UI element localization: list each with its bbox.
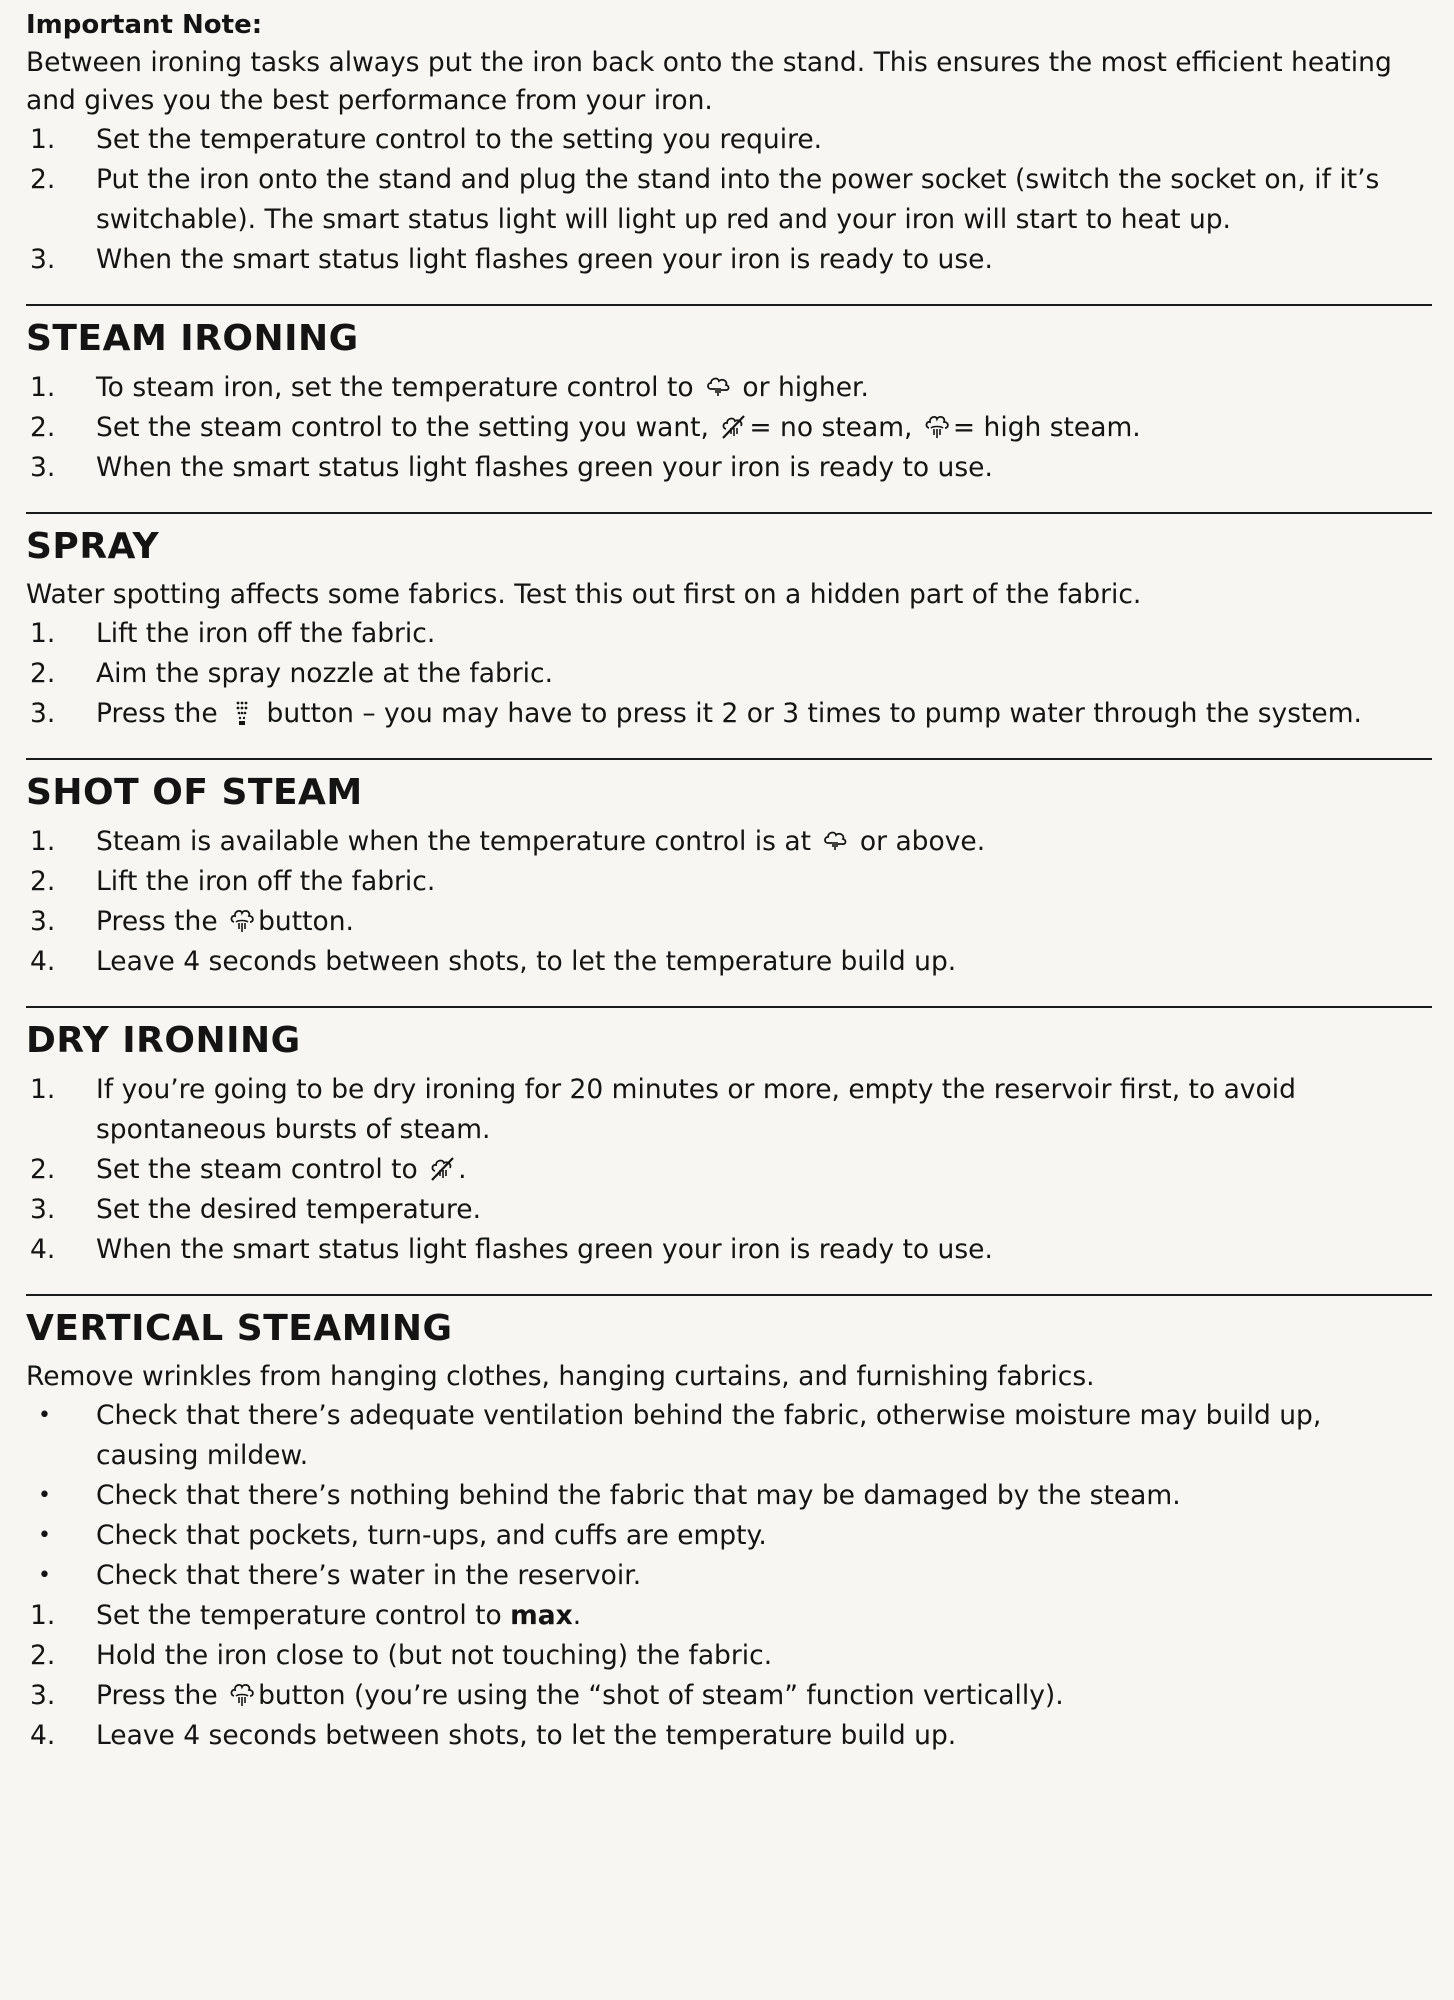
important-note-title: Important Note xyxy=(26,10,252,40)
list-item: 1. To steam iron, set the temperature control to or higher. xyxy=(26,368,1432,408)
list-item: 3. Press the button. xyxy=(26,902,1432,942)
step-text: Lift the iron off the fabric. xyxy=(96,618,436,649)
step-number: 1. xyxy=(30,826,56,857)
no-steam-icon xyxy=(429,1156,455,1182)
step-number: 3. xyxy=(30,452,56,483)
step-number: 2. xyxy=(30,164,56,195)
step-number: 2. xyxy=(30,1640,56,1671)
step-text: If you’re going to be dry ironing for 20 minutes or more, empty the reservoir first, to avoid spontaneous bursts of steam. xyxy=(96,1074,1296,1145)
important-note-heading: Important Note: xyxy=(26,10,263,40)
bullet-text: Check that pockets, turn-ups, and cuffs are empty. xyxy=(96,1520,767,1551)
vertical-steaming-steps xyxy=(26,1596,1432,1756)
step-text: When the smart status light flashes green your iron is ready to use. xyxy=(96,244,993,275)
section-divider xyxy=(26,304,1432,306)
list-item: 1. Set the temperature control to max. xyxy=(26,1596,1432,1636)
steam-ironing-steps xyxy=(26,368,1432,488)
spray-section xyxy=(26,524,1432,734)
section-intro: Remove wrinkles from hanging clothes, hanging curtains, and furnishing fabrics. xyxy=(26,1361,1095,1392)
list-item xyxy=(26,160,1432,240)
section-title: SHOT OF STEAM xyxy=(26,772,363,813)
list-item: 2. Set the steam control to . xyxy=(26,1150,1432,1190)
list-item: 3. Press the button (you’re using the “shot of steam” function vertically). xyxy=(26,1676,1432,1716)
list-item xyxy=(26,654,1432,694)
list-item xyxy=(26,1636,1432,1676)
step-number: 3. xyxy=(30,698,56,729)
step-text: Leave 4 seconds between shots, to let the temperature build up. xyxy=(96,1720,957,1751)
section-title: DRY IRONING xyxy=(26,1020,301,1061)
steam-setting-icon xyxy=(705,374,731,400)
step-number: 2. xyxy=(30,1154,56,1185)
list-item xyxy=(26,448,1432,488)
section-divider xyxy=(26,512,1432,514)
bullet-text: Check that there’s water in the reservoir. xyxy=(96,1560,642,1591)
step-number: 1. xyxy=(30,1600,56,1631)
step-text: Set the desired temperature. xyxy=(96,1194,482,1225)
shot-of-steam-icon xyxy=(229,908,255,934)
bullet: • xyxy=(38,1403,51,1428)
step-number: 3. xyxy=(30,244,56,275)
step-number: 1. xyxy=(30,1074,56,1105)
section-title: VERTICAL STEAMING xyxy=(26,1308,453,1349)
max-label: max xyxy=(510,1600,573,1631)
shot-of-steam-steps xyxy=(26,822,1432,982)
list-item xyxy=(26,1396,1432,1476)
step-number: 4. xyxy=(30,1234,56,1265)
bullet: • xyxy=(38,1483,51,1508)
bullet-text: Check that there’s adequate ventilation behind the fabric, otherwise moisture may build up, causing mildew. xyxy=(96,1400,1322,1471)
section-title: SPRAY xyxy=(26,526,160,567)
dry-ironing-section xyxy=(26,1018,1432,1270)
step-text: Lift the iron off the fabric. xyxy=(96,866,436,897)
list-item: 3. Press the button – you may have to press it 2 or 3 times to pump water through the system. xyxy=(26,694,1432,734)
list-item xyxy=(26,614,1432,654)
step-number: 1. xyxy=(30,124,56,155)
section-divider xyxy=(26,758,1432,760)
step-number: 2. xyxy=(30,866,56,897)
step-number: 2. xyxy=(30,658,56,689)
section-intro: Water spotting affects some fabrics. Test this out first on a hidden part of the fabric. xyxy=(26,579,1142,610)
section-divider xyxy=(26,1294,1432,1296)
dry-ironing-steps xyxy=(26,1070,1432,1270)
step-text: Put the iron onto the stand and plug the stand into the power socket (switch the socket on, if it’s switchable). The smart status light will light up red and your iron will start to heat up. xyxy=(96,164,1380,235)
list-item xyxy=(26,240,1432,280)
steam-ironing-section xyxy=(26,316,1432,488)
no-steam-icon xyxy=(720,414,746,440)
list-item xyxy=(26,862,1432,902)
step-number: 4. xyxy=(30,1720,56,1751)
list-item xyxy=(26,1190,1432,1230)
vertical-steaming-section xyxy=(26,1306,1432,1756)
step-number: 1. xyxy=(30,618,56,649)
step-number: 4. xyxy=(30,946,56,977)
step-number: 1. xyxy=(30,372,56,403)
list-item xyxy=(26,1230,1432,1270)
step-text: Leave 4 seconds between shots, to let the temperature build up. xyxy=(96,946,957,977)
section-title: STEAM IRONING xyxy=(26,318,359,359)
step-number: 3. xyxy=(30,906,56,937)
vertical-steaming-checks xyxy=(26,1396,1432,1596)
list-item xyxy=(26,1516,1432,1556)
shot-of-steam-icon xyxy=(229,1682,255,1708)
important-note-steps xyxy=(26,120,1432,280)
step-text: When the smart status light flashes green your iron is ready to use. xyxy=(96,1234,993,1265)
list-item: 1. Steam is available when the temperature control is at or above. xyxy=(26,822,1432,862)
steam-setting-icon xyxy=(822,828,848,854)
step-number: 3. xyxy=(30,1194,56,1225)
step-text: Set the temperature control to the setting you require. xyxy=(96,124,823,155)
step-text: Aim the spray nozzle at the fabric. xyxy=(96,658,554,689)
spray-steps xyxy=(26,614,1432,734)
list-item xyxy=(26,120,1432,160)
step-number: 2. xyxy=(30,412,56,443)
step-text: Hold the iron close to (but not touching) the fabric. xyxy=(96,1640,773,1671)
high-steam-icon xyxy=(924,414,950,440)
important-note-section xyxy=(26,10,1432,280)
shot-of-steam-section xyxy=(26,770,1432,982)
list-item xyxy=(26,942,1432,982)
spray-icon xyxy=(229,700,255,726)
list-item xyxy=(26,1716,1432,1756)
list-item xyxy=(26,1070,1432,1150)
section-divider xyxy=(26,1006,1432,1008)
step-number: 3. xyxy=(30,1680,56,1711)
bullet: • xyxy=(38,1523,51,1548)
bullet: • xyxy=(38,1563,51,1588)
bullet-text: Check that there’s nothing behind the fabric that may be damaged by the steam. xyxy=(96,1480,1181,1511)
list-item xyxy=(26,1556,1432,1596)
step-text: When the smart status light flashes green your iron is ready to use. xyxy=(96,452,993,483)
important-note-text: Between ironing tasks always put the iron back onto the stand. This ensures the most efficient heating and gives you the best performance from your iron. xyxy=(26,47,1392,116)
list-item: 2. Set the steam control to the setting you want, = no steam, = high steam. xyxy=(26,408,1432,448)
list-item xyxy=(26,1476,1432,1516)
